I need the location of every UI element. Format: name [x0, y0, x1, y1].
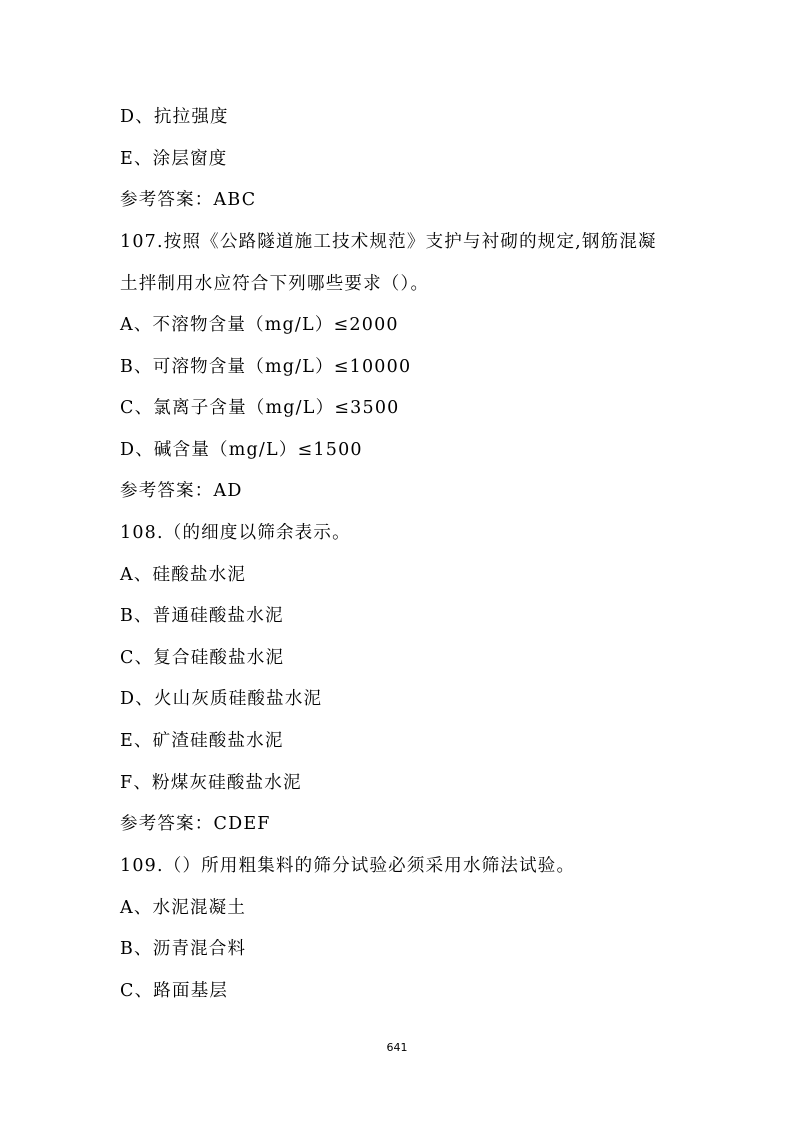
answer-line: 参考答案：CDEF — [120, 814, 271, 834]
option-d-pozzolanic-portland-cement: D、火山灰质硅酸盐水泥 — [120, 689, 323, 709]
page-number: 641 — [386, 1041, 408, 1054]
option-e-slag-portland-cement: E、矿渣硅酸盐水泥 — [120, 731, 284, 751]
question-109-text: 109.（）所用粗集料的筛分试验必须采用水筛法试验。 — [120, 856, 576, 876]
question-107-text-continued: 土拌制用水应符合下列哪些要求（）。 — [120, 274, 430, 294]
answer-line: 参考答案：AD — [120, 481, 243, 501]
option-c-chloride-content: C、氯离子含量（mg/L）≤3500 — [120, 398, 400, 418]
option-b-ordinary-portland-cement: B、普通硅酸盐水泥 — [120, 606, 284, 626]
option-e-coating-density: E、涂层窗度 — [120, 149, 228, 169]
option-c-composite-portland-cement: C、复合硅酸盐水泥 — [120, 648, 285, 668]
option-b-asphalt-mixture: B、沥青混合料 — [120, 939, 247, 959]
option-b-soluble-content: B、可溶物含量（mg/L）≤10000 — [120, 357, 412, 377]
option-a-cement-concrete: A、水泥混凝土 — [120, 898, 247, 918]
answer-line: 参考答案：ABC — [120, 190, 257, 210]
option-d-tensile-strength: D、抗拉强度 — [120, 107, 229, 127]
option-f-fly-ash-portland-cement: F、粉煤灰硅酸盐水泥 — [120, 773, 302, 793]
option-a-insoluble-content: A、不溶物含量（mg/L）≤2000 — [120, 315, 399, 335]
question-107-text: 107.按照《公路隧道施工技术规范》支护与衬砌的规定,钢筋混凝 — [120, 232, 657, 252]
option-d-alkali-content: D、碱含量（mg/L）≤1500 — [120, 440, 363, 460]
option-a-portland-cement: A、硅酸盐水泥 — [120, 565, 247, 585]
option-c-pavement-base: C、路面基层 — [120, 981, 229, 1001]
question-108-text: 108.（的细度以筛余表示。 — [120, 523, 351, 543]
